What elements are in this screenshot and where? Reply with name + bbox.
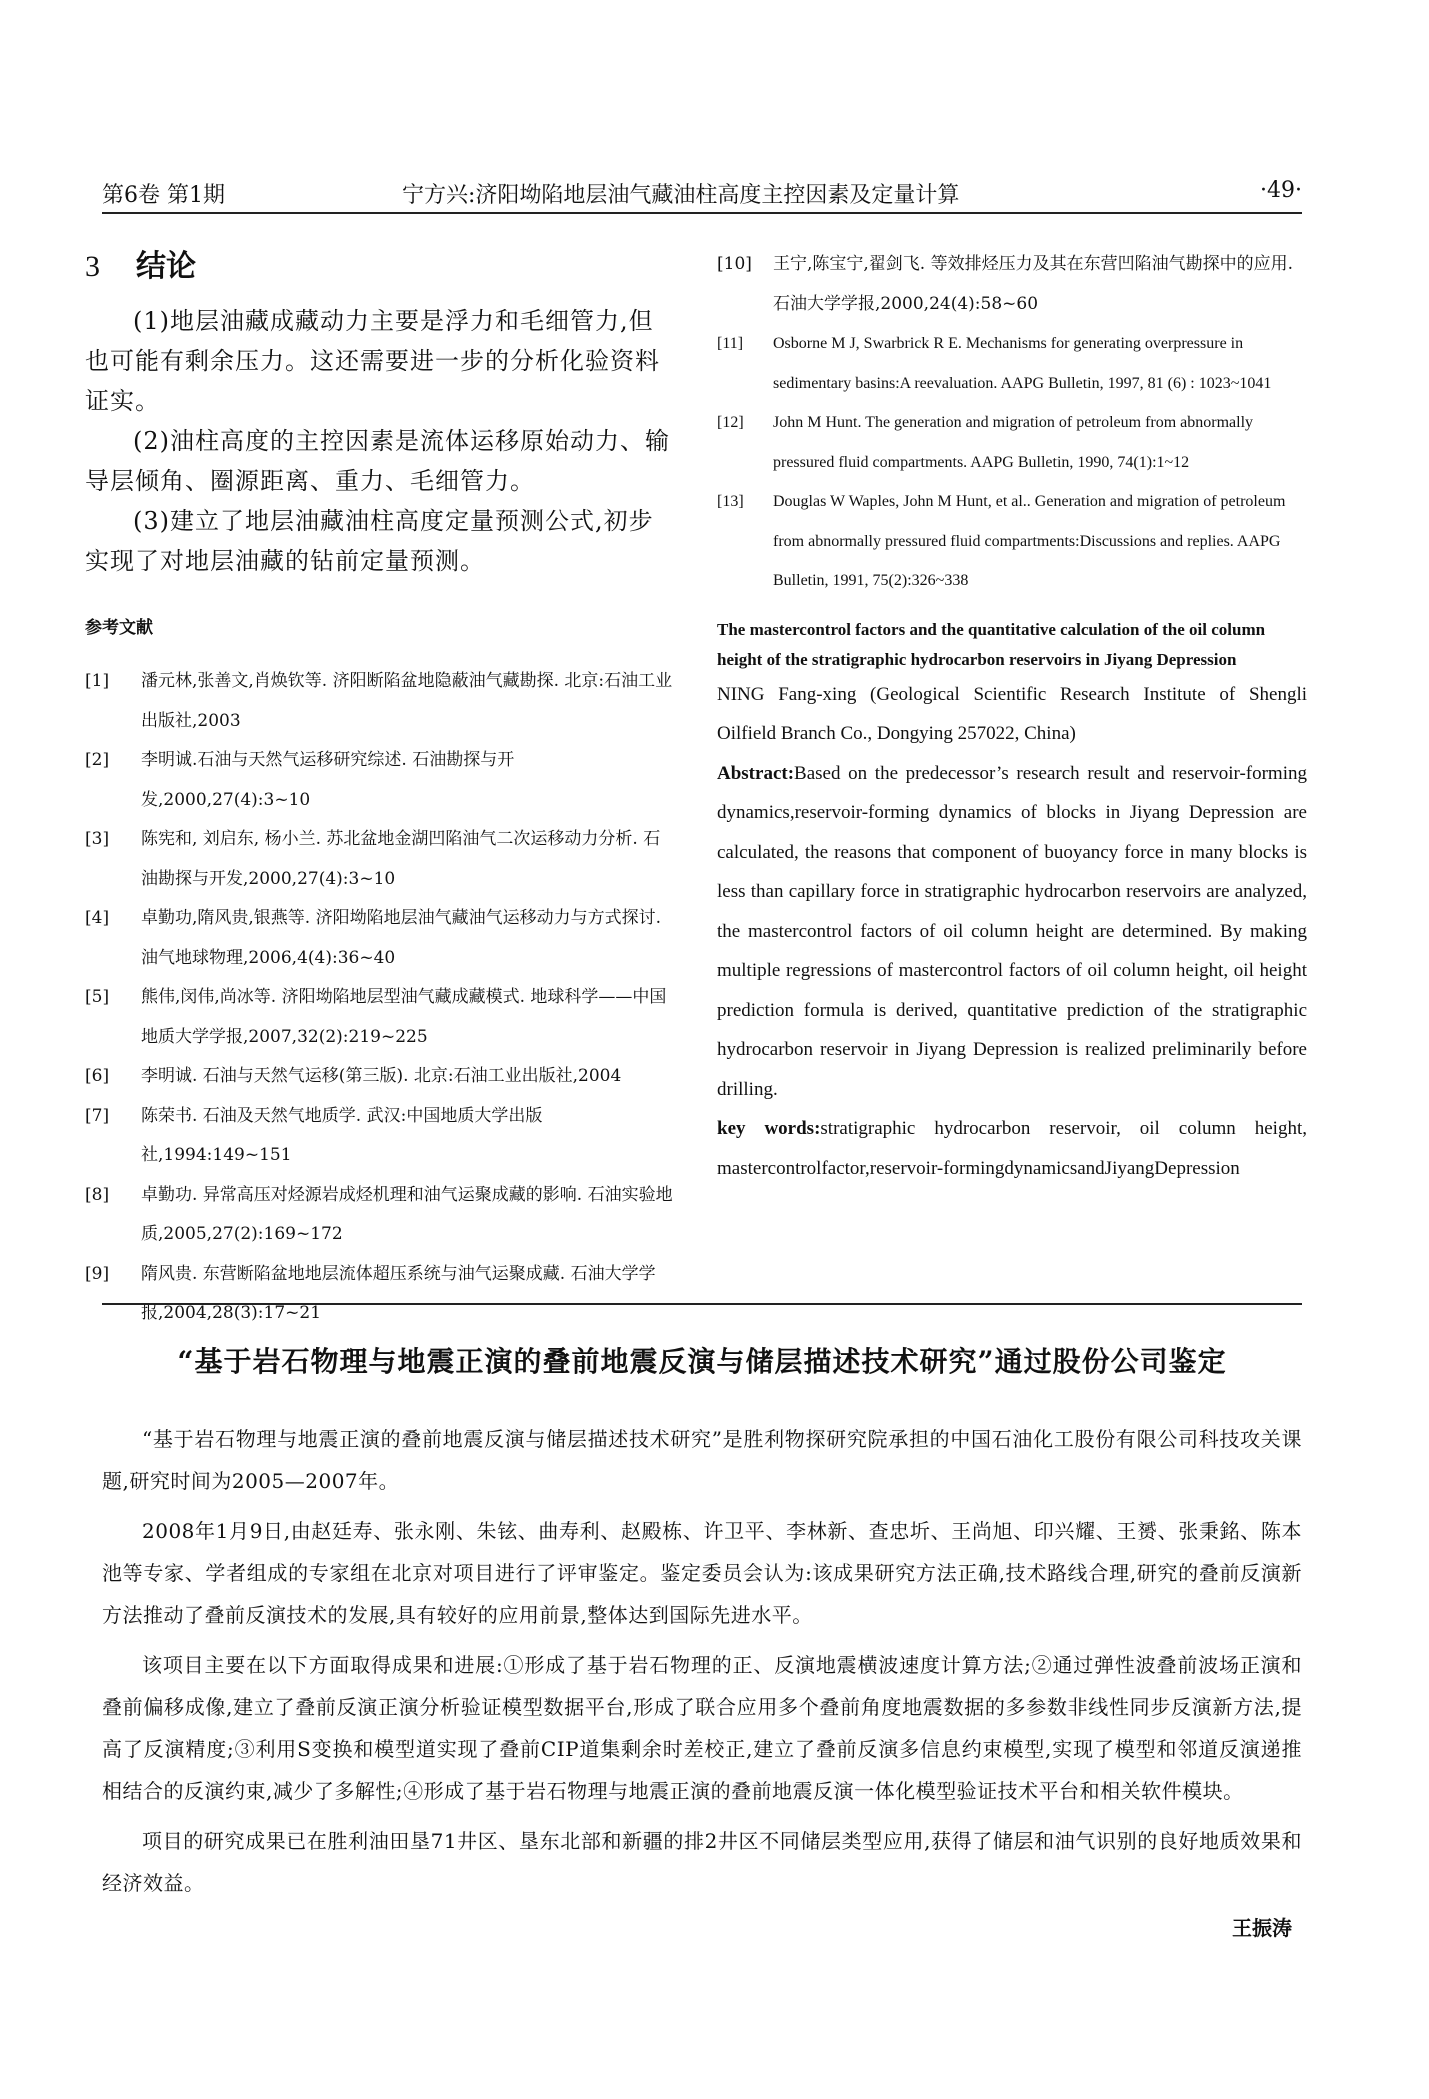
reference-item xyxy=(85,662,675,741)
reference-text: 卓勤功. 异常高压对烃源岩成烃机理和油气运聚成藏的影响. 石油实验地质,2005,27(2):169~172 xyxy=(141,1184,673,1244)
left-column xyxy=(85,245,675,1334)
english-title: The mastercontrol factors and the quantitative calculation of the oil column height of the stratigraphic hydrocarbon reservoirs in Jiyang Depression xyxy=(717,619,1266,669)
news-item xyxy=(102,1340,1302,1941)
reference-text: 王宁,陈宝宁,翟剑飞. 等效排烃压力及其在东营凹陷油气勘探中的应用. 石油大学学报,2000,24(4):58~60 xyxy=(773,254,1294,314)
reference-item xyxy=(717,403,1307,482)
reference-item xyxy=(717,324,1307,403)
news-author: 王振涛 xyxy=(1232,1916,1292,1940)
news-paragraph: 该项目主要在以下方面取得成果和进展:①形成了基于岩石物理的正、反演地震横波速度计算方法;②通过弹性波叠前波场正演和叠前偏移成像,建立了叠前反演正演分析验证模型数据平台,形成了联合应用多个叠前角度地震数据的多参数非线性同步反演新方法,提高了反演精度;③利用S变换和模型道实现了叠前CIP道集剩余时差校正,建立了叠前反演多信息约束模型,实现了模型和邻道反演递推相结合的反演约束,减少了多解性;④形成了基于岩石物理与地震正演的叠前地震反演一体化模型验证技术平台和相关软件模块。 xyxy=(102,1653,1302,1803)
reference-item xyxy=(717,482,1307,601)
reference-number: [2] xyxy=(85,750,110,770)
reference-text: 陈宪和, 刘启东, 杨小兰. 苏北盆地金湖凹陷油气二次运移动力分析. 石油勘探与开发,2000,27(4):3~10 xyxy=(141,829,661,889)
abstract-label: Abstract: xyxy=(717,762,795,784)
author-affiliation: NING Fang-xing (Geological Scientific Research Institute of Shengli Oilfield Branch Co., Dongying 257022, China) xyxy=(717,683,1307,744)
conclusion-paragraph: (3)建立了地层油藏油柱高度定量预测公式,初步实现了对地层油藏的钻前定量预测。 xyxy=(85,507,654,575)
reference-text: 隋风贵. 东营断陷盆地地层流体超压系统与油气运聚成藏. 石油大学学报,2004,28(3):17~21 xyxy=(141,1263,656,1323)
reference-number: [7] xyxy=(85,1105,110,1126)
reference-item xyxy=(85,820,675,899)
reference-item xyxy=(717,245,1307,324)
news-paragraph: 项目的研究成果已在胜利油田垦71井区、垦东北部和新疆的排2井区不同储层类型应用,获得了储层和油气识别的良好地质效果和经济效益。 xyxy=(102,1829,1302,1895)
reference-text: Douglas W Waples, John M Hunt, et al.. Generation and migration of petroleum from abnormally pressured fluid compartments:Discussions and replies. AAPG Bulletin, 1991, 75(2):326~338 xyxy=(773,493,1286,589)
conclusion-paragraph: (1)地层油藏成藏动力主要是浮力和毛细管力,但也可能有剩余压力。这还需要进一步的分析化验资料证实。 xyxy=(85,307,660,415)
news-paragraph: “基于岩石物理与地震正演的叠前地震反演与储层描述技术研究”是胜利物探研究院承担的中国石油化工股份有限公司科技攻关课题,研究时间为2005—2007年。 xyxy=(102,1427,1302,1493)
reference-text: 潘元林,张善文,肖焕钦等. 济阳断陷盆地隐蔽油气藏勘探. 北京:石油工业出版社,2003 xyxy=(141,671,673,731)
abstract-text: Based on the predecessor’s research result and reservoir-forming dynamics,reservoir-forming dynamics of blocks in Jiyang Depression are calculated, the reasons that component of buoyancy force in many blocks is less than capillary force in stratigraphic hydrocarbon reservoirs are analyzed, the mastercontrol factors of oil column height are determined. By making multiple regressions of mastercontrol factors of oil column height, oil height prediction formula is derived, quantitative prediction of the stratigraphic hydrocarbon reservoir in Jiyang Depression is realized preliminarily before drilling. xyxy=(717,762,1307,1100)
reference-item xyxy=(85,741,675,820)
reference-text: Osborne M J, Swarbrick R E. Mechanisms for generating overpressure in sedimentary basins:A reevaluation. AAPG Bulletin, 1997, 81 (6) : 1023~1041 xyxy=(773,335,1272,392)
english-keywords xyxy=(717,1109,1307,1188)
reference-number: [5] xyxy=(85,987,110,1007)
english-abstract xyxy=(717,754,1307,1110)
reference-item xyxy=(85,899,675,978)
reference-number: [8] xyxy=(85,1184,110,1205)
reference-number: [3] xyxy=(85,829,110,849)
reference-item xyxy=(85,1255,675,1334)
reference-text: 李明诚.石油与天然气运移研究综述. 石油勘探与开发,2000,27(4):3~10 xyxy=(141,750,515,810)
right-column xyxy=(717,245,1307,1188)
reference-number: [11] xyxy=(717,335,744,352)
references-heading: 参考文献 xyxy=(85,618,153,638)
reference-text: John M Hunt. The generation and migration of petroleum from abnormally pressured fluid compartments. AAPG Bulletin, 1990, 74(1):1~12 xyxy=(773,414,1254,471)
running-head xyxy=(102,170,1302,214)
section-divider xyxy=(102,1303,1302,1305)
reference-text: 陈荣书. 石油及天然气地质学. 武汉:中国地质大学出版社,1994:149~151 xyxy=(141,1105,543,1165)
reference-text: 李明诚. 石油与天然气运移(第三版). 北京:石油工业出版社,2004 xyxy=(141,1066,622,1086)
reference-item xyxy=(85,1097,675,1176)
reference-number: [6] xyxy=(85,1066,110,1086)
reference-item xyxy=(85,978,675,1057)
news-paragraph: 2008年1月9日,由赵廷寿、张永刚、朱铉、曲寿利、赵殿栋、许卫平、李林新、查忠圻、王尚旭、印兴耀、王赟、张秉銘、陈本池等专家、学者组成的专家组在北京对项目进行了评审鉴定。鉴定委员会认为:该成果研究方法正确,技术路线合理,研究的叠前反演新方法推动了叠前反演技术的发展,具有较好的应用前景,整体达到国际先进水平。 xyxy=(102,1519,1302,1627)
conclusion-heading xyxy=(85,245,675,289)
reference-number: [4] xyxy=(85,908,110,928)
conclusion-paragraph: (2)油柱高度的主控因素是流体运移原始动力、输导层倾角、圈源距离、重力、毛细管力。 xyxy=(85,427,670,495)
news-title: “基于岩石物理与地震正演的叠前地震反演与储层描述技术研究”通过股份公司鉴定 xyxy=(177,1345,1227,1378)
section-number: 3 xyxy=(85,250,100,283)
reference-number: [1] xyxy=(85,671,110,691)
keywords-label: key words: xyxy=(717,1118,821,1139)
reference-number: [9] xyxy=(85,1263,110,1284)
running-title: 宁方兴:济阳坳陷地层油气藏油柱高度主控因素及定量计算 xyxy=(402,183,960,208)
reference-number: [12] xyxy=(717,414,744,431)
reference-text: 熊伟,闵伟,尚冰等. 济阳坳陷地层型油气藏成藏模式. 地球科学——中国地质大学学报,2007,32(2):219~225 xyxy=(141,987,667,1047)
keywords-text: stratigraphic hydrocarbon reservoir, oil column height, mastercontrolfactor,reservoir-formingdynamicsandJiyangDepression xyxy=(717,1118,1307,1179)
reference-item xyxy=(85,1057,675,1097)
reference-number: [13] xyxy=(717,493,744,510)
reference-item xyxy=(85,1176,675,1255)
page-number: ·49· xyxy=(1260,178,1302,203)
reference-number: [10] xyxy=(717,254,752,274)
reference-text: 卓勤功,隋风贵,银燕等. 济阳坳陷地层油气藏油气运移动力与方式探讨. 油气地球物理,2006,4(4):36~40 xyxy=(141,908,662,968)
journal-volume-issue: 第6卷 第1期 xyxy=(102,183,225,208)
section-title: 结论 xyxy=(136,249,196,284)
